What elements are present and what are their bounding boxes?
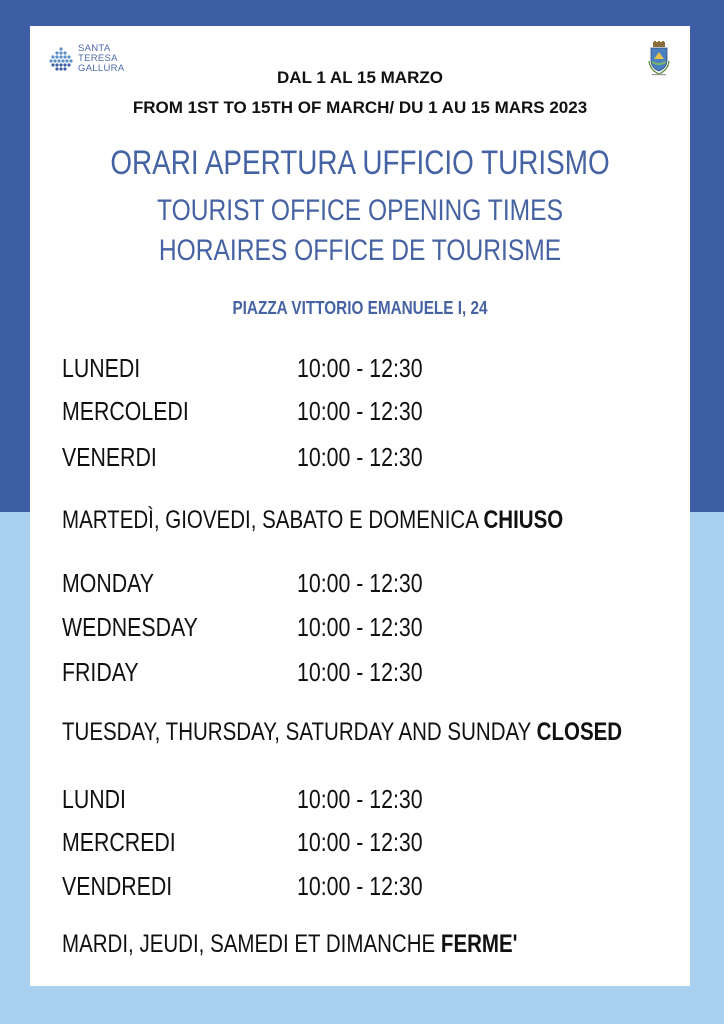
opening-hours: 10:00 - 12:30 [297, 612, 423, 642]
schedule-row [30, 568, 690, 604]
schedule-row [30, 396, 690, 432]
schedule-row [30, 442, 690, 478]
schedule-row [30, 784, 690, 820]
schedule-row [30, 612, 690, 648]
closed-days: TUESDAY, THURSDAY, SATURDAY AND SUNDAY [62, 718, 531, 746]
opening-hours: 10:00 - 12:30 [297, 657, 423, 687]
schedule-row [30, 353, 690, 389]
logo-line-3: GALLURA [78, 63, 125, 74]
day-name: FRIDAY [62, 657, 139, 687]
title-french: HORAIRES OFFICE DE TOURISME [158, 234, 562, 267]
logo-line-2: TERESA [78, 53, 118, 64]
day-name: LUNEDI [62, 353, 141, 383]
logo-line-1: SANTA [78, 43, 111, 54]
title-english: TOURIST OFFICE OPENING TIMES [157, 194, 563, 227]
closed-days-line [30, 506, 690, 542]
closed-label: FERME' [440, 930, 518, 958]
closed-days-line [30, 930, 690, 966]
schedule-row [30, 871, 690, 907]
closed-days-line [30, 718, 690, 754]
opening-hours: 10:00 - 12:30 [297, 353, 423, 383]
poster-sheet [30, 26, 690, 986]
opening-hours: 10:00 - 12:30 [297, 784, 423, 814]
day-name: MERCREDI [62, 827, 176, 857]
closed-days: MARDI, JEUDI, SAMEDI ET DIMANCHE [62, 930, 436, 958]
opening-hours: 10:00 - 12:30 [297, 396, 423, 426]
day-name: MERCOLEDI [62, 396, 189, 426]
opening-hours: 10:00 - 12:30 [297, 871, 423, 901]
schedule-row [30, 827, 690, 863]
closed-label: CLOSED [536, 718, 623, 746]
title-italian: ORARI APERTURA UFFICIO TURISMO [110, 144, 610, 182]
office-address: PIAZZA VITTORIO EMANUELE I, 24 [232, 298, 488, 318]
period-english-french: FROM 1ST TO 15TH OF MARCH/ DU 1 AU 15 MARS 2023 [132, 98, 588, 117]
schedule-row [30, 657, 690, 693]
day-name: WEDNESDAY [62, 612, 198, 642]
closed-label: CHIUSO [483, 506, 564, 534]
closed-days: MARTEDÌ, GIOVEDI, SABATO E DOMENICA [62, 506, 478, 534]
day-name: LUNDI [62, 784, 126, 814]
opening-hours: 10:00 - 12:30 [297, 827, 423, 857]
day-name: VENERDI [62, 442, 157, 472]
opening-hours: 10:00 - 12:30 [297, 568, 423, 598]
period-italian: DAL 1 AL 15 MARZO [277, 68, 443, 87]
day-name: VENDREDI [62, 871, 173, 901]
day-name: MONDAY [62, 568, 155, 598]
opening-hours: 10:00 - 12:30 [297, 442, 423, 472]
